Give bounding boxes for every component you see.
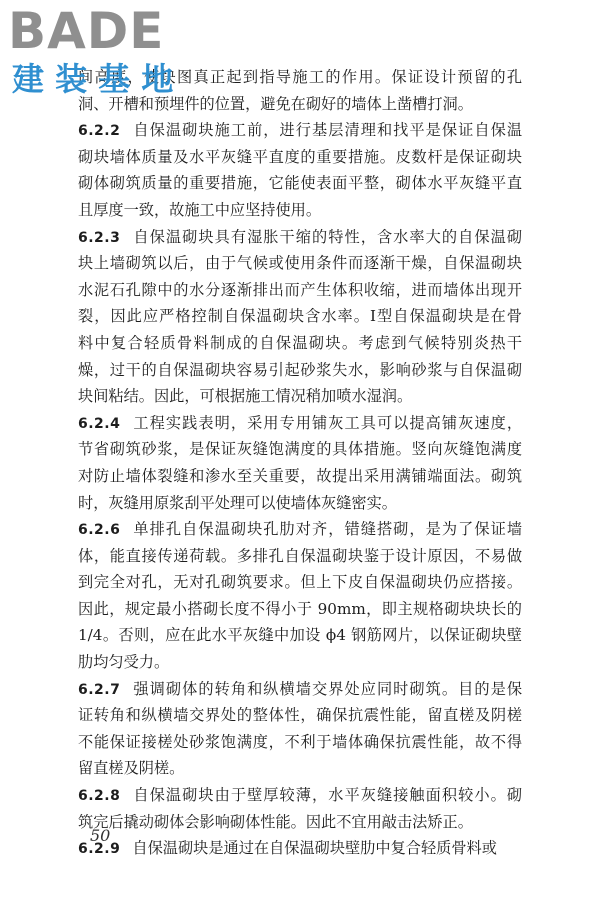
line-text: 1/4。否则，应在此水平灰缝中加设 ϕ4 钢筋网片，以保证砌块壁 [78,626,522,645]
text-line [78,649,522,676]
line-text: 到完全对孔，无对孔砌筑要求。但上下皮自保温砌块仍应搭接。 [78,573,522,592]
text-line [78,436,522,463]
logo-graphic [6,2,246,102]
clause-6-2-7 [78,676,522,782]
line-text: 因此，规定最小搭砌长度不得小于 90mm，即主规格砌块块长的 [78,599,522,618]
clause-number: 6.2.9 [78,841,121,858]
line-text: 体，能直接传递荷载。多排孔自保温砌块鉴于设计原因，不易做 [78,546,522,565]
line-text: 工程实践表明，采用专用铺灰工具可以提高铺灰速度， [132,413,522,432]
text-line [78,569,522,596]
text-line [78,596,522,623]
text-line [78,676,522,703]
text-line [78,144,522,171]
line-text: 单排孔自保温砌块孔肋对齐，错缝搭砌，是为了保证墙 [132,520,522,539]
line-text: 块间粘结。因此，可根据施工情况稍加喷水湿润。 [78,387,413,406]
text-line [78,782,522,809]
clause-number: 6.2.4 [78,415,121,432]
line-text: 燥，过干的自保温砌块容易引起砂浆失水，影响砂浆与自保温砌 [78,360,522,379]
line-text: 块上墙砌筑以后，由于气候或使用条件而逐渐干燥，自保温砌块 [78,254,522,273]
line-text: 自保温砌块由于壁厚较薄，水平灰缝接触面积较小。砌 [132,786,522,805]
text-line [78,516,522,543]
logo-subtitle-text: 建 装 基 地 [12,60,174,98]
line-text: 料中复合轻质骨料制成的自保温砌块。考虑到气候特别炎热干 [78,333,522,352]
line-text: 节省砌筑砂浆，是保证灰缝饱满度的具体措施。竖向灰缝饱满度 [78,440,522,459]
clause-number: 6.2.7 [78,681,121,698]
line-text: 间高度，使块图真正起到指导施工的作用。保证设计预留的孔 [78,68,522,86]
text-line [78,463,522,490]
bade-watermark-logo [6,2,246,102]
line-text: 自保温砌块施工前，进行基层清理和找平是保证自保温 [132,121,522,140]
text-line [78,543,522,570]
text-line [78,197,522,224]
line-text: 肋均匀受力。 [78,653,170,672]
page-number: 50 [90,826,111,845]
text-line [78,330,522,357]
body-text [78,64,522,862]
text-line [78,410,522,437]
text-line [78,250,522,277]
line-text: 时，灰缝用原浆刮平处理可以使墙体灰缝密实。 [78,493,397,512]
line-text: 水泥石孔隙中的水分逐渐排出而产生体积收缩，进而墙体出现开 [78,280,522,299]
clause-number: 6.2.3 [78,229,121,246]
text-line [78,755,522,782]
line-text: 强调砌体的转角和纵横墙交界处应同时砌筑。目的是保 [132,679,522,698]
text-line [78,702,522,729]
clause-6-2-4 [78,410,522,516]
clause-number: 6.2.2 [78,123,121,140]
line-text: 自保温砌块具有湿胀干缩的特性，含水率大的自保温砌 [132,227,522,246]
line-text: 对防止墙体裂缝和渗水至关重要，故提出采用满铺端面法。砌筑 [78,466,522,485]
text-line [78,303,522,330]
text-line [78,357,522,384]
text-line [78,490,522,517]
text-line [78,835,522,862]
clause-6-2-6 [78,516,522,676]
text-line [78,117,522,144]
text-line [78,277,522,304]
text-line [78,729,522,756]
clause-6-2-3 [78,224,522,410]
line-text: 洞、开槽和预埋件的位置，避免在砌好的墙体上凿槽打洞。 [78,94,473,113]
text-line [78,809,522,836]
line-text: 自保温砌块是通过在自保温砌块壁肋中复合轻质骨料或 [132,839,497,858]
text-line [78,170,522,197]
text-line [78,383,522,410]
clause-number: 6.2.6 [78,522,121,539]
logo-brand-text: BADE [8,2,165,60]
line-text: 留直槎及阴槎。 [78,759,185,778]
clause-number: 6.2.8 [78,788,121,805]
line-text: 筑完后撬动砌体会影响砌体性能。因此不宜用敲击法矫正。 [78,812,473,831]
line-text: 裂，因此应严格控制自保温砌块含水率。Ⅰ型自保温砌块是在骨 [78,307,522,326]
clause-6-2-2 [78,117,522,223]
text-line [78,622,522,649]
line-text: 证转角和纵横墙交界处的整体性，确保抗震性能，留直槎及阴槎 [78,706,522,725]
line-text: 不能保证接槎处砂浆饱满度，不利于墙体确保抗震性能，故不得 [78,732,522,751]
text-line [78,224,522,251]
clause-6-2-9 [78,835,522,862]
clause-6-2-8 [78,782,522,835]
line-text: 砌体砌筑质量的重要措施，它能使表面平整，砌体水平灰缝平直 [78,174,522,193]
line-text: 砌块墙体质量及水平灰缝平直度的重要措施。皮数杆是保证砌块 [78,147,522,166]
line-text: 且厚度一致，故施工中应坚持使用。 [78,200,321,219]
